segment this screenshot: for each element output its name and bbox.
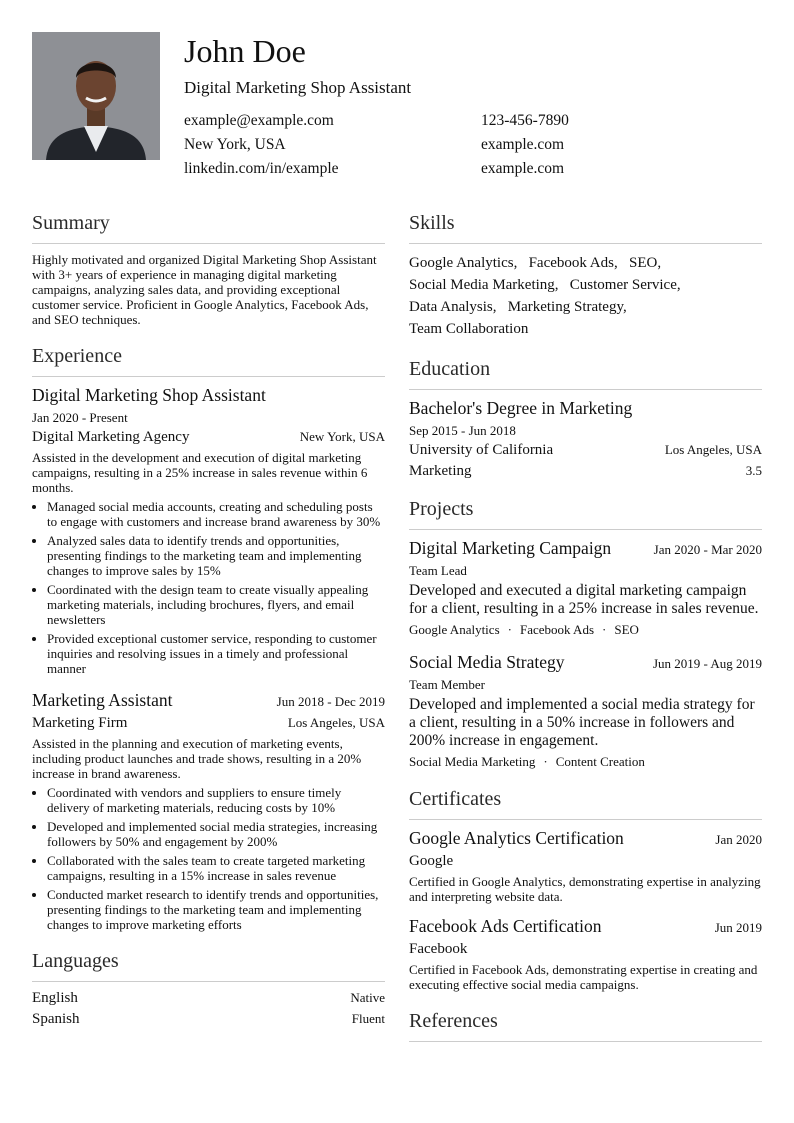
languages-section [32,950,385,1028]
education-section [409,358,762,480]
tag-separator: · [507,622,512,637]
project-header [409,652,762,673]
references-section [409,1010,762,1042]
contact-email[interactable]: example@example.com [184,112,334,129]
job-bullet: • Analyzed sales data to identify trends and opportunities, presenting findings to the marketing team and implementing changes to improve sales by 15% [47,533,385,578]
language-level: Fluent [351,1011,385,1026]
certificate-date: Jun 2019 [714,920,762,935]
job-bullet: • Developed and implemented social media strategies, increasing followers by 50% and engagement by 200% [47,819,385,849]
candidate-title: Digital Marketing Shop Assistant [184,78,412,97]
skills-line: Social Media Marketing, Customer Service, [409,277,681,293]
certificate-name: Google Analytics Certification [409,828,624,848]
job-bullet: • Collaborated with the sales team to create targeted marketing campaigns, resulting in a 15% increase in sales revenue [47,853,385,883]
job-company: Marketing Firm [32,715,128,731]
project-name: Digital Marketing Campaign [409,538,612,558]
language-row [32,1011,385,1028]
certificate-header [409,916,762,937]
project-item [409,538,762,638]
contact-phone[interactable]: 123-456-7890 [481,112,569,129]
project-description: Developed and implemented a social media strategy for a client, resulting in a 50% increase in followers and 200% increase in engagement. [409,696,755,749]
job-bullet: • Provided exceptional customer service, responding to customer inquiries and resolving issues in a timely and professional manner [47,631,385,676]
resume-page [32,32,762,1060]
section-title: Experience [32,345,385,377]
certificate-header [409,828,762,849]
project-description: Developed and executed a digital marketing campaign for a client, resulting in a 25% increase in sales revenue. [409,582,759,617]
skills-line: Data Analysis, Marketing Strategy, [409,299,627,315]
tag-separator: · [602,622,607,637]
school-name: University of California [409,442,554,458]
field-row [409,463,762,480]
project-tag: Facebook Ads [519,622,595,637]
job-location: Los Angeles, USA [287,715,385,730]
section-title: Summary [32,212,385,244]
field-of-study: Marketing [409,463,472,479]
education-date: Sep 2015 - Jun 2018 [409,423,516,438]
section-title: Projects [409,498,762,530]
resume-header [32,32,762,192]
project-name: Social Media Strategy [409,652,565,672]
candidate-name: John Doe [184,33,306,69]
project-tags [409,622,762,638]
school-row [409,442,762,459]
profile-photo [32,32,160,160]
summary-section [32,212,385,327]
section-title: Education [409,358,762,390]
language-row [32,990,385,1007]
project-tag: Social Media Marketing [409,754,536,769]
certificate-item [409,916,762,992]
job-company-row [32,715,385,732]
job-company: Digital Marketing Agency [32,429,190,445]
project-item [409,652,762,770]
job-bullet: • Managed social media accounts, creating and scheduling posts to engage with customers and increase brand awareness by 30% [47,499,385,529]
projects-section [409,498,762,770]
job-role-row [32,690,385,711]
certificate-description: Certified in Facebook Ads, demonstrating expertise in creating and executing effective social media campaigns. [409,962,758,992]
certificates-section [409,788,762,992]
contact-list [184,112,762,178]
left-column [32,212,385,1060]
project-header [409,538,762,559]
job-bullets [32,785,385,932]
job-date: Jan 2020 - Present [32,410,128,425]
certificate-date: Jan 2020 [715,832,762,847]
project-role: Team Lead [409,563,467,578]
project-date: Jan 2020 - Mar 2020 [653,542,762,557]
job-description: Assisted in the planning and execution of marketing events, including product launches and trade shows, resulting in a 20% increase in brand awareness. [32,736,362,781]
certificate-name: Facebook Ads Certification [409,916,602,936]
section-title: Skills [409,212,762,244]
job-date: Jun 2018 - Dec 2019 [276,694,385,709]
job-role: Marketing Assistant [32,690,173,710]
project-tag: Content Creation [555,754,645,769]
header-info [184,32,762,192]
language-name: Spanish [32,1011,80,1027]
job-company-row [32,429,385,446]
certificate-item [409,828,762,904]
project-date: Jun 2019 - Aug 2019 [652,656,762,671]
certificate-issuer: Facebook [409,941,468,957]
job-location: New York, USA [299,429,385,444]
language-level: Native [350,990,385,1005]
experience-item [32,385,385,676]
certificate-issuer: Google [409,853,454,869]
section-title: References [409,1010,762,1042]
school-location: Los Angeles, USA [664,442,762,457]
summary-text: Highly motivated and organized Digital Marketing Shop Assistant with 3+ years of experience in managing digital marketing campaigns, analyzing sales data, and providing exceptional customer service. Proficient in Google Analytics, Facebook Ads, and SEO techniques. [32,252,377,327]
project-tag: SEO [614,622,639,637]
resume-columns [32,212,762,1060]
contact-website[interactable]: example.com [481,136,565,153]
skills-section [409,212,762,340]
project-tags [409,754,762,770]
skills-line: Team Collaboration [409,321,529,337]
contact-linkedin[interactable]: linkedin.com/in/example [184,160,339,177]
job-role: Digital Marketing Shop Assistant [32,385,266,405]
language-name: English [32,990,78,1006]
job-bullets [32,499,385,676]
skills-list [409,252,762,340]
job-bullet: • Coordinated with vendors and suppliers to ensure timely delivery of marketing materials, reducing costs by 10% [47,785,385,815]
skills-line: Google Analytics, Facebook Ads, SEO, [409,255,662,271]
contact-location: New York, USA [184,136,286,153]
certificate-description: Certified in Google Analytics, demonstrating expertise in analyzing and interpreting website data. [409,874,761,904]
job-bullet: • Conducted market research to identify trends and opportunities, presenting findings to the marketing team and implementing changes to improve marketing efforts [47,887,385,932]
right-column [409,212,762,1060]
gpa: 3.5 [745,463,762,478]
project-tag: Google Analytics [409,622,500,637]
experience-section [32,345,385,932]
experience-item [32,690,385,932]
degree-name: Bachelor's Degree in Marketing [409,398,633,418]
project-role: Team Member [409,677,485,692]
job-bullet: • Coordinated with the design team to create visually appealing marketing materials, including brochures, flyers, and email newsletters [47,582,385,627]
contact-website-2[interactable]: example.com [481,160,565,177]
job-description: Assisted in the development and execution of digital marketing campaigns, resulting in a 25% increase in sales revenue within 6 months. [32,450,368,495]
section-title: Certificates [409,788,762,820]
section-title: Languages [32,950,385,982]
tag-separator: · [543,754,548,769]
